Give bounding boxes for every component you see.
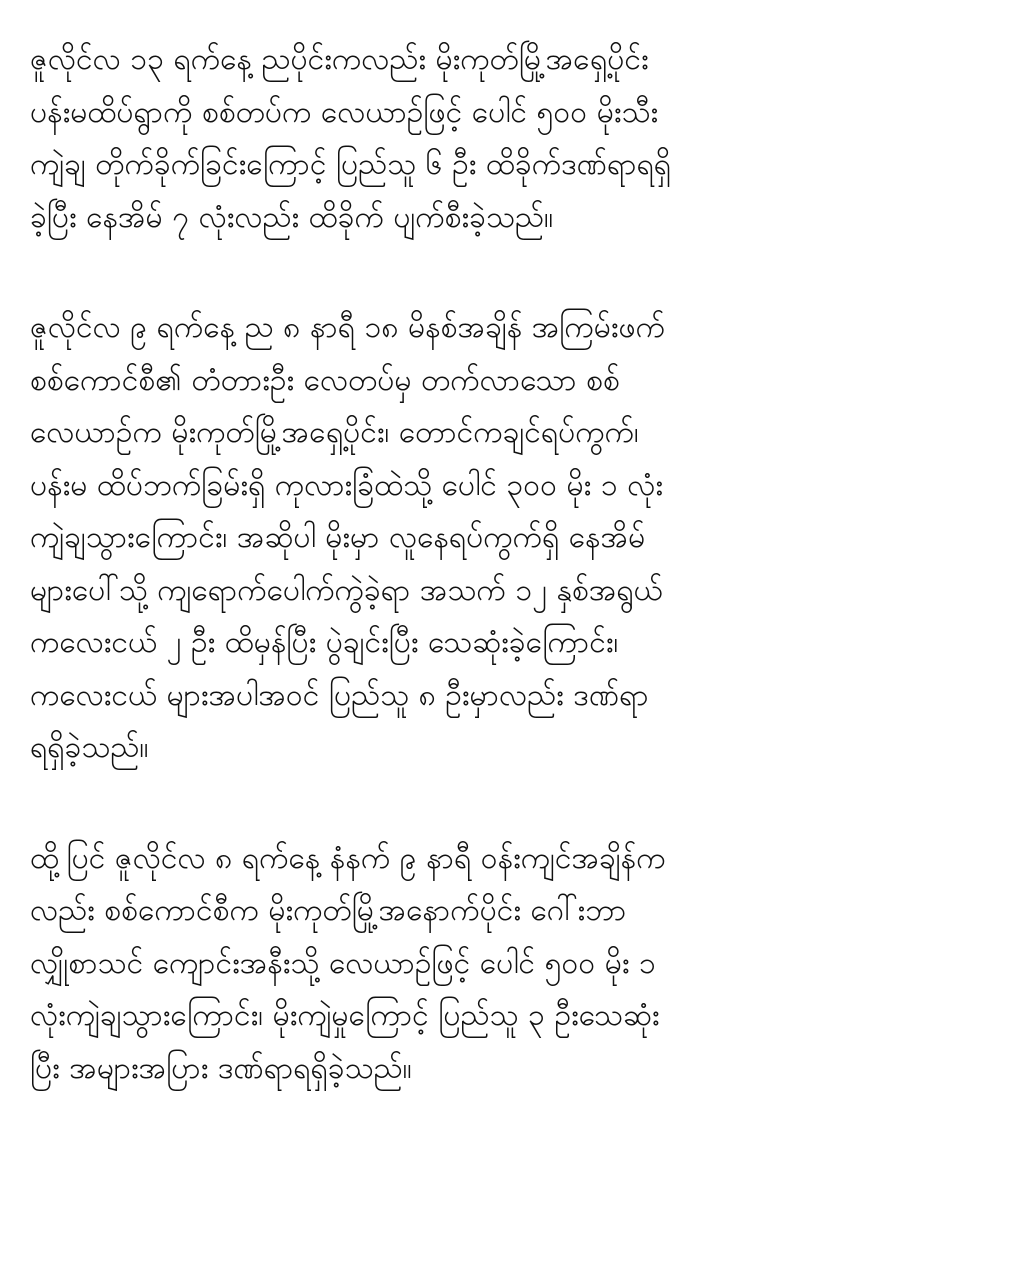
text-line: ကလေးငယ် များအပါအဝင် ပြည်သူ ၈ ဦးမှာလည်း ဒဏ်ရာ: [30, 677, 649, 713]
text-line: ကျဲချ တိုက်ခိုက်ခြင်းကြောင့် ပြည်သူ ၆ ဦး ထိခိုက်ဒဏ်ရာရရှိ: [30, 147, 672, 182]
text-line: လေယာဉ်က မိုးကုတ်မြို့အရှေ့ပိုင်း၊ တောင်ကချင်ရပ်ကွက်၊: [30, 415, 639, 450]
paragraph-3: [30, 833, 984, 1096]
text-line: စစ်ကောင်စီ၏ တံတားဦး လေတပ်မှ တက်လာသော စစ်: [30, 362, 620, 398]
text-line: လျှိုစာသင် ကျောင်းအနီးသို့ လေယာဉ်ဖြင့် ပေါင် ၅၀၀ မိုး ၁: [30, 945, 656, 981]
text-line: ရရှိခဲ့သည်။: [30, 730, 149, 765]
text-line: ဇူလိုင်လ ၁၃ ရက်နေ့ ညပိုင်းကလည်း မိုးကုတ်မြို့အရှေ့ပိုင်း: [30, 42, 649, 77]
text-line: ပြီး အများအပြား ဒဏ်ရာရရှိခဲ့သည်။: [30, 1050, 412, 1086]
text-line: ကလေးငယ် ၂ ဦး ထိမှန်ပြီး ပွဲချင်းပြီး သေဆုံးခဲ့ကြောင်း၊: [30, 625, 619, 660]
text-line: လည်း စစ်ကောင်စီက မိုးကုတ်မြို့အနောက်ပိုင်း ဂေါ်းဘာ: [30, 893, 627, 928]
text-line: ထို့ပြင် ဇူလိုင်လ ၈ ရက်နေ့ နံနက် ၉ နာရီ ဝန်းကျင်အချိန်က: [30, 840, 666, 876]
text-line: ပန်းမထိပ်ရွာကို စစ်တပ်က လေယာဉ်ဖြင့် ပေါင် ၅၀၀ မိုးသီး: [30, 94, 659, 130]
paragraph-2: [30, 302, 984, 775]
text-line: ပန်းမ ထိပ်ဘက်ခြမ်းရှိ ကုလားခြံထဲသို့ ပေါင် ၃၀၀ မိုး ၁ လုံး: [30, 467, 663, 503]
paragraph-1: [30, 34, 984, 244]
text-line: ကျဲချသွားကြောင်း၊ အဆိုပါ မိုးမှာ လူနေရပ်ကွက်ရှိ နေအိမ်: [30, 520, 646, 555]
text-line: လုံးကျဲချသွားကြောင်း၊ မိုးကျဲမှုကြောင့် ပြည်သူ ၃ ဦးသေဆုံး: [30, 998, 660, 1033]
text-line: ခဲ့ပြီး နေအိမ် ၇ လုံးလည်း ထိခိုက် ပျက်စီးခဲ့သည်။: [30, 199, 554, 235]
text-line: ဇူလိုင်လ ၉ ရက်နေ့ ည ၈ နာရီ ၁၈ မိနစ်အချိန် အကြမ်းဖက်: [30, 310, 665, 345]
text-line: များပေါ်သို့ ကျရောက်ပေါက်ကွဲခဲ့ရာ အသက် ၁၂ နှစ်အရွယ်: [30, 572, 663, 608]
